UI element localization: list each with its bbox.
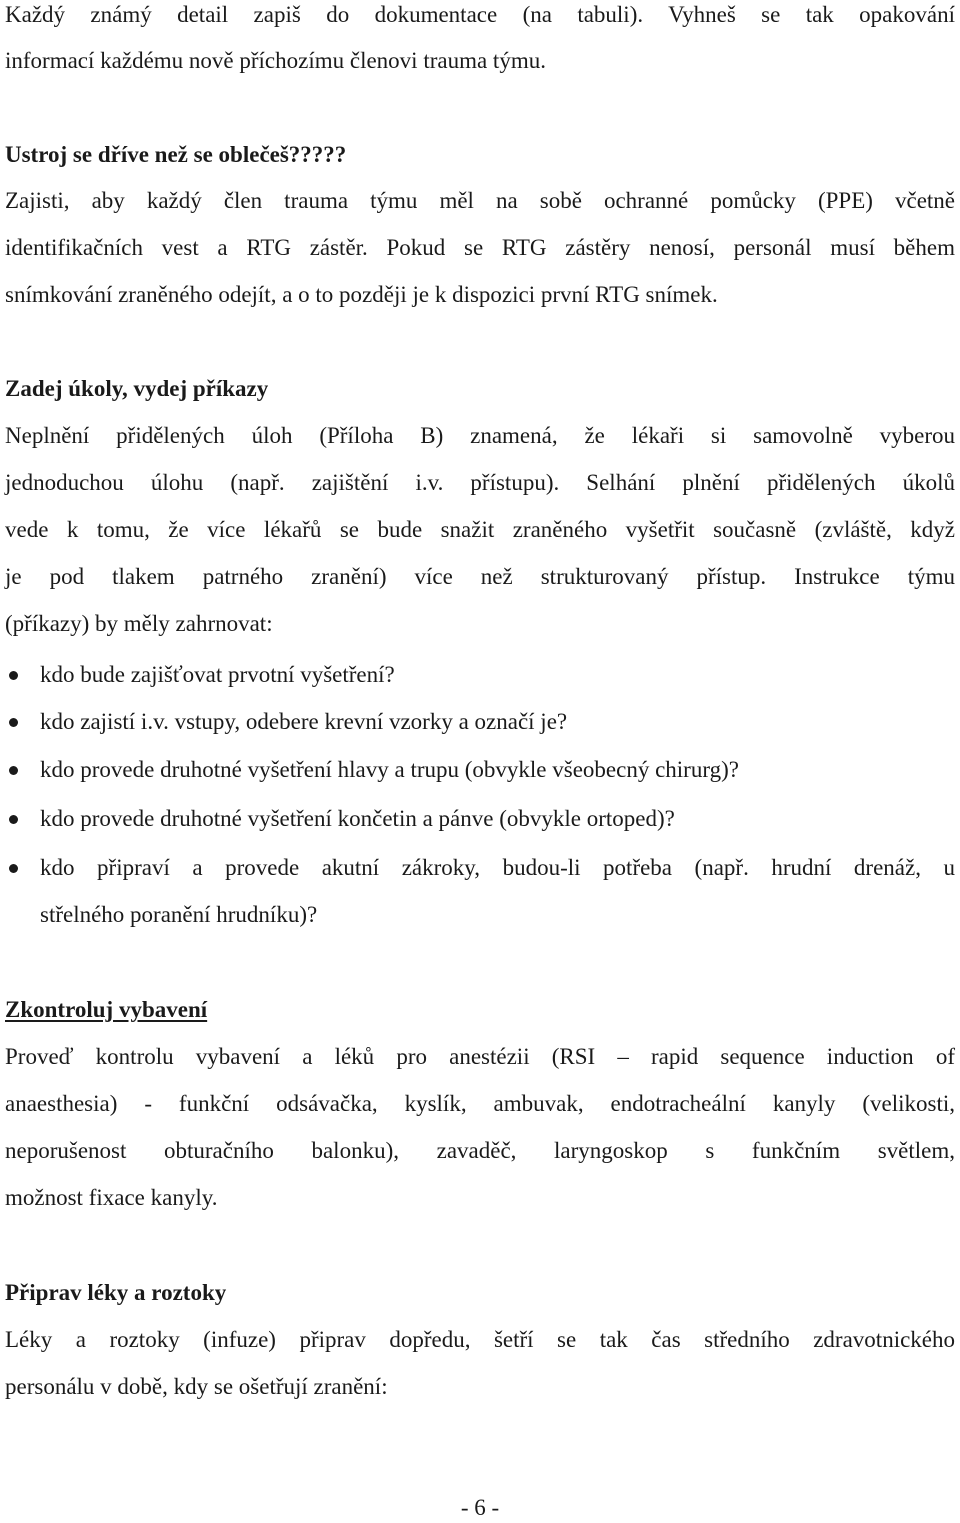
drugs-line-2: personálu v době, kdy se ošetřují zranění: bbox=[5, 1374, 388, 1399]
bullet-item-4: kdo provede druhotné vyšetření končetin a pánve (obvykle ortoped)? bbox=[40, 806, 675, 831]
bullet-dot bbox=[9, 718, 18, 727]
page-number: - 6 - bbox=[460, 1495, 500, 1520]
drugs-line-1: Léky a roztoky (infuze) připrav dopředu, šetří se tak čas středního zdravotnického bbox=[5, 1327, 955, 1352]
tasks-line-1: Neplnění přidělených úloh (Příloha B) znamená, že lékaři si samovolně vyberou bbox=[5, 423, 955, 448]
ppe-line-2: identifikačních vest a RTG zástěr. Pokud se RTG zástěry nenosí, personál musí během bbox=[5, 235, 955, 260]
bullet-item-5: kdo připraví a provede akutní zákroky, budou-li potřeba (např. hrudní drenáž, u bbox=[40, 855, 955, 880]
tasks-line-5: (příkazy) by měly zahrnovat: bbox=[5, 611, 273, 636]
equipment-line-1: Proveď kontrolu vybavení a léků pro anestézii (RSI – rapid sequence induction of bbox=[5, 1044, 955, 1069]
intro-line-2: informací každému nově příchozímu členovi trauma týmu. bbox=[5, 48, 546, 73]
bullet-item-5-continued: střelného poranění hrudníku)? bbox=[40, 902, 318, 927]
ppe-heading: Ustroj se dříve než se oblečeš????? bbox=[5, 142, 347, 167]
tasks-line-4: je pod tlakem patrného zranění) více než strukturovaný přístup. Instrukce týmu bbox=[5, 564, 955, 589]
ppe-line-3: snímkování zraněného odejít, a o to později je k dispozici první RTG snímek. bbox=[5, 282, 718, 307]
bullet-item-2: kdo zajistí i.v. vstupy, odebere krevní vzorky a označí je? bbox=[40, 709, 568, 734]
equipment-line-2: anaesthesia) - funkční odsávačka, kyslík, ambuvak, endotracheální kanyly (velikosti, bbox=[5, 1091, 955, 1116]
bullet-dot bbox=[9, 864, 18, 873]
tasks-line-2: jednoduchou úlohu (např. zajištění i.v. přístupu). Selhání plnění přidělených úkolů bbox=[5, 470, 955, 495]
tasks-line-3: vede k tomu, že více lékařů se bude snažit zraněného vyšetřit současně (zvláště, když bbox=[5, 517, 955, 542]
bullet-dot bbox=[9, 766, 18, 775]
bullet-dot bbox=[9, 815, 18, 824]
intro-line-1: Každý známý detail zapiš do dokumentace (na tabuli). Vyhneš se tak opakování bbox=[5, 2, 955, 27]
drugs-heading: Připrav léky a roztoky bbox=[5, 1280, 227, 1305]
bullet-item-3: kdo provede druhotné vyšetření hlavy a trupu (obvykle všeobecný chirurg)? bbox=[40, 757, 739, 782]
ppe-line-1: Zajisti, aby každý člen trauma týmu měl na sobě ochranné pomůcky (PPE) včetně bbox=[5, 188, 955, 213]
bullet-item-1: kdo bude zajišťovat prvotní vyšetření? bbox=[40, 662, 395, 687]
equipment-line-4: možnost fixace kanyly. bbox=[5, 1185, 218, 1210]
tasks-heading: Zadej úkoly, vydej příkazy bbox=[5, 376, 269, 401]
bullet-dot bbox=[9, 671, 18, 680]
equipment-line-3: neporušenost obturačního balonku), zavaděč, laryngoskop s funkčním světlem, bbox=[5, 1138, 955, 1163]
equipment-heading: Zkontroluj vybavení bbox=[5, 997, 208, 1022]
